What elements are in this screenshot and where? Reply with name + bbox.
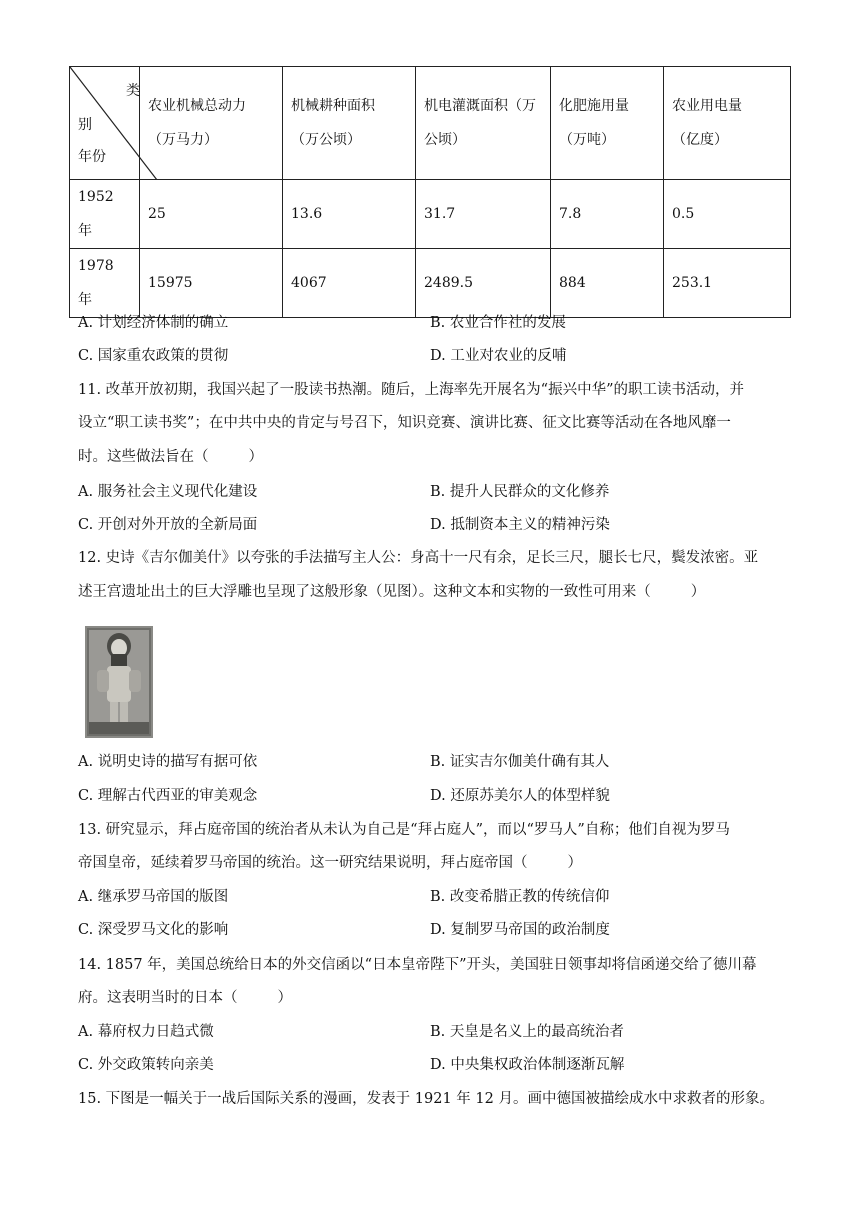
assyrian-relief-image	[85, 626, 153, 738]
header-cell	[140, 67, 283, 180]
q14-option-a[interactable]: A. 幕府权力日趋式微	[78, 1024, 214, 1040]
q12-option-c[interactable]: C. 理解古代西亚的审美观念	[78, 788, 258, 804]
table-header-row	[70, 67, 791, 180]
q13-stem-line: 13. 研究显示，拜占庭帝国的统治者从未认为自己是“拜占庭人”，而以“罗马人”自称；他们自视为罗马	[78, 822, 730, 838]
header-name: 农业用电量	[672, 98, 742, 114]
q11-option-a[interactable]: A. 服务社会主义现代化建设	[78, 484, 258, 500]
value-cell: 31.7	[416, 180, 551, 249]
q11-option-b[interactable]: B. 提升人民群众的文化修养	[430, 484, 610, 500]
q13-option-a[interactable]: A. 继承罗马帝国的版图	[78, 889, 229, 905]
header-cell	[416, 67, 551, 180]
header-cell	[551, 67, 664, 180]
q11-stem-line: 11. 改革开放初期，我国兴起了一股读书热潮。随后，上海率先开展名为“振兴中华”的职工读书活动，并	[78, 382, 744, 398]
q14-stem-close: ）	[277, 990, 292, 1006]
q13-option-b[interactable]: B. 改变希腊正教的传统信仰	[430, 889, 610, 905]
header-unit: （万马力）	[148, 132, 218, 148]
year-cell: 1978 年	[70, 249, 140, 318]
q11-stem-text: 时。这些做法旨在（	[78, 449, 209, 465]
q12-option-a[interactable]: A. 说明史诗的描写有据可依	[78, 754, 258, 770]
value-cell: 25	[140, 180, 283, 249]
header-name: 化肥施用量	[559, 98, 629, 114]
q12-stem-text: 述王宫遗址出土的巨大浮雕也呈现了这般形象（见图）。这种文本和实物的一致性可用来（	[78, 584, 651, 600]
q11-stem-line: 设立“职工读书奖”；在中共中央的肯定与号召下，知识竞赛、演讲比赛、征文比赛等活动在各地风靡一	[78, 415, 731, 431]
table-row	[70, 249, 791, 318]
value-cell: 0.5	[664, 180, 791, 249]
q14-stem-text: 府。这表明当时的日本（	[78, 990, 238, 1006]
header-unit: 公顷）	[424, 132, 466, 148]
value-cell: 253.1	[664, 249, 791, 318]
q11-stem-line	[78, 447, 263, 467]
q11-option-c[interactable]: C. 开创对外开放的全新局面	[78, 517, 258, 533]
q14-option-b[interactable]: B. 天皇是名义上的最高统治者	[430, 1024, 624, 1040]
corner-category-label: 类	[126, 83, 140, 99]
q11-option-d[interactable]: D. 抵制资本主义的精神污染	[430, 517, 610, 533]
value-cell: 13.6	[283, 180, 416, 249]
q11-stem-close: ）	[248, 449, 263, 465]
q10-option-b[interactable]: B. 农业合作社的发展	[430, 315, 566, 331]
q13-option-c[interactable]: C. 深受罗马文化的影响	[78, 922, 229, 938]
value-cell: 4067	[283, 249, 416, 318]
value-cell: 15975	[140, 249, 283, 318]
q13-stem-line	[78, 853, 582, 873]
header-name: 农业机械总动力	[148, 98, 246, 114]
table-row	[70, 180, 791, 249]
q14-stem-line: 14. 1857 年，美国总统给日本的外交信函以“日本皇帝陛下”开头，美国驻日领事却将信函递交给了德川幕	[78, 957, 757, 973]
q10-option-a[interactable]: A. 计划经济体制的确立	[78, 315, 229, 331]
q10-option-c[interactable]: C. 国家重农政策的贯彻	[78, 348, 229, 364]
header-name: 机电灌溉面积（万	[424, 98, 536, 114]
q12-option-b[interactable]: B. 证实吉尔伽美什确有其人	[430, 754, 610, 770]
q14-option-d[interactable]: D. 中央集权政治体制逐渐瓦解	[430, 1057, 625, 1073]
q12-stem-line	[78, 582, 705, 602]
year-cell: 1952 年	[70, 180, 140, 249]
q10-option-d[interactable]: D. 工业对农业的反哺	[430, 348, 567, 364]
q13-stem-text: 帝国皇帝，延续着罗马帝国的统治。这一研究结果说明，拜占庭帝国（	[78, 855, 528, 871]
value-cell: 884	[551, 249, 664, 318]
header-unit: （万公顷）	[291, 132, 361, 148]
q12-stem-line: 12. 史诗《吉尔伽美什》以夸张的手法描写主人公：身高十一尺有余，足长三尺，腿长七尺，鬓发浓密。亚	[78, 550, 759, 566]
agriculture-statistics-table	[69, 66, 791, 318]
value-cell: 7.8	[551, 180, 664, 249]
value-cell: 2489.5	[416, 249, 551, 318]
q12-stem-close: ）	[690, 584, 706, 600]
q15-stem-line: 15. 下图是一幅关于一战后国际关系的漫画，发表于 1921 年 12 月。画中德国被描绘成水中求救者的形象。	[78, 1091, 774, 1107]
q13-stem-close: ）	[567, 855, 582, 871]
q14-option-c[interactable]: C. 外交政策转向亲美	[78, 1057, 214, 1073]
q13-option-d[interactable]: D. 复制罗马帝国的政治制度	[430, 922, 610, 938]
corner-bie-label: 别	[78, 117, 92, 133]
header-unit: （亿度）	[672, 132, 728, 148]
q14-stem-line	[78, 988, 292, 1008]
header-unit: （万吨）	[559, 132, 615, 148]
header-cell	[283, 67, 416, 180]
header-name: 机械耕种面积	[291, 98, 375, 114]
corner-year-label: 年份	[78, 149, 106, 165]
q12-option-d[interactable]: D. 还原苏美尔人的体型样貌	[430, 788, 610, 804]
header-cell	[664, 67, 791, 180]
table-corner-cell	[70, 67, 140, 180]
